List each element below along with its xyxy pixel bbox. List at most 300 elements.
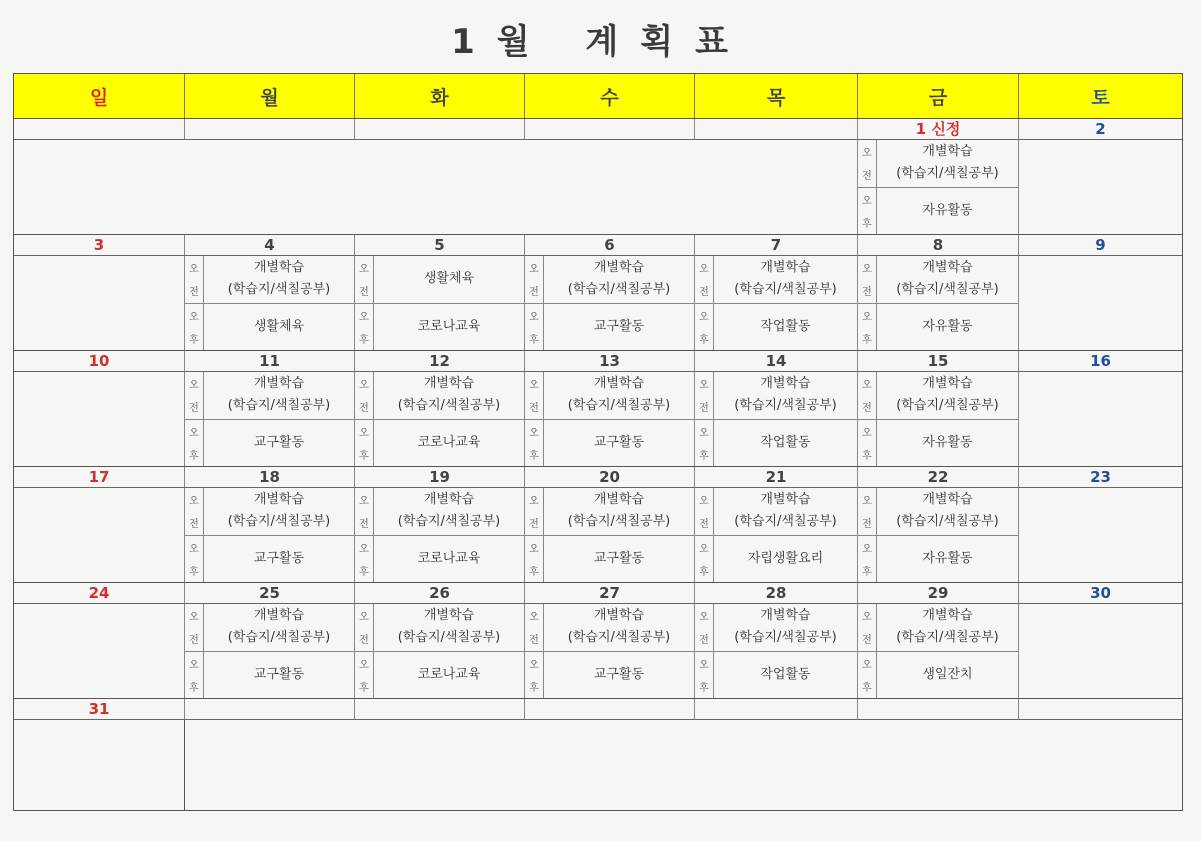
label-char: 후 <box>699 682 709 694</box>
afternoon-label <box>355 652 374 699</box>
date-number <box>355 119 525 139</box>
label-char: 오 <box>189 311 199 323</box>
morning-activity: 개별학습 <box>760 492 811 508</box>
week-row <box>14 699 1182 810</box>
date-number: 30 <box>1090 584 1111 602</box>
morning-activity: 개별학습 <box>922 492 973 508</box>
date-number: 17 <box>14 467 185 487</box>
afternoon-slot <box>355 304 524 351</box>
morning-activity: 개별학습 <box>760 260 811 276</box>
morning-slot <box>185 256 354 304</box>
date-number: 1 신정 <box>858 119 1019 139</box>
morning-slot <box>355 372 524 420</box>
morning-slot <box>695 256 857 304</box>
empty-cell <box>1019 140 1182 234</box>
morning-label <box>355 256 374 303</box>
afternoon-label <box>355 420 374 467</box>
label-char: 후 <box>862 450 872 462</box>
label-char: 전 <box>529 403 539 415</box>
morning-slot <box>185 488 354 536</box>
day-schedule <box>185 372 355 466</box>
afternoon-activity: 코로나교육 <box>417 318 481 334</box>
day-schedule <box>695 488 858 582</box>
label-char: 오 <box>189 612 199 624</box>
morning-activity-detail: (학습지/색칠공부) <box>227 282 331 298</box>
afternoon-activity: 생일잔치 <box>922 666 973 682</box>
date-number: 29 <box>858 583 1019 603</box>
morning-label <box>525 372 544 419</box>
date-number <box>695 699 858 719</box>
afternoon-slot <box>858 188 1018 235</box>
label-char: 오 <box>862 148 872 160</box>
afternoon-activity: 교구활동 <box>253 434 305 450</box>
morning-activity-detail: (학습지/색칠공부) <box>896 398 999 414</box>
date-number-row <box>14 235 1182 256</box>
day-schedule <box>858 604 1019 698</box>
morning-slot <box>858 604 1018 652</box>
label-char: 후 <box>529 566 539 578</box>
date-number: 24 <box>14 583 185 603</box>
label-char: 오 <box>529 380 539 392</box>
afternoon-label <box>695 652 714 699</box>
morning-slot <box>858 140 1018 188</box>
calendar-table <box>13 73 1183 811</box>
weekday-header: 수 <box>525 74 695 118</box>
morning-activity: 개별학습 <box>253 260 305 276</box>
afternoon-slot <box>695 304 857 351</box>
date-number: 2 <box>1095 120 1106 138</box>
morning-label <box>355 488 374 535</box>
morning-activity-detail: (학습지/색칠공부) <box>896 282 999 298</box>
label-char: 오 <box>359 264 369 276</box>
label-char: 오 <box>862 543 872 555</box>
label-char: 오 <box>862 496 872 508</box>
date-number: 5 <box>355 235 525 255</box>
morning-slot <box>185 372 354 420</box>
label-char: 전 <box>699 403 709 415</box>
day-schedule <box>525 256 695 350</box>
day-schedule <box>858 140 1019 234</box>
date-number <box>525 699 695 719</box>
date-number <box>185 699 355 719</box>
afternoon-activity: 교구활동 <box>253 666 305 682</box>
label-char: 후 <box>699 334 709 346</box>
afternoon-label <box>525 420 544 467</box>
weekday-header: 토 <box>1091 86 1110 109</box>
morning-activity-detail: (학습지/색칠공부) <box>567 282 671 298</box>
date-number: 21 <box>695 467 858 487</box>
morning-activity-detail: (학습지/색칠공부) <box>567 398 671 414</box>
label-char: 전 <box>529 287 539 299</box>
day-schedule <box>858 256 1019 350</box>
label-char: 전 <box>699 635 709 647</box>
weekday-header: 월 <box>185 74 355 118</box>
label-char: 전 <box>862 635 872 647</box>
weekday-header: 화 <box>355 74 525 118</box>
morning-slot <box>858 488 1018 536</box>
morning-label <box>858 372 877 419</box>
label-char: 후 <box>189 682 199 694</box>
date-number-row <box>14 583 1182 604</box>
morning-activity: 개별학습 <box>253 608 305 624</box>
weekday-header: 일 <box>14 74 185 118</box>
empty-cell <box>1019 604 1182 698</box>
label-char: 후 <box>189 334 199 346</box>
afternoon-label <box>185 420 204 467</box>
morning-label <box>185 256 204 303</box>
day-schedule <box>525 604 695 698</box>
day-schedule <box>355 488 525 582</box>
date-number: 27 <box>525 583 695 603</box>
date-number-row <box>14 467 1182 488</box>
day-schedule <box>695 604 858 698</box>
label-char: 오 <box>529 543 539 555</box>
afternoon-slot <box>695 652 857 699</box>
afternoon-activity: 코로나교육 <box>417 666 481 682</box>
label-char: 전 <box>529 635 539 647</box>
afternoon-label <box>185 652 204 699</box>
morning-activity: 개별학습 <box>760 608 811 624</box>
afternoon-activity: 작업활동 <box>760 318 811 334</box>
afternoon-activity: 자립생활요리 <box>747 550 824 566</box>
label-char: 오 <box>862 659 872 671</box>
label-char: 오 <box>862 311 872 323</box>
label-char: 후 <box>862 682 872 694</box>
label-char: 전 <box>359 519 369 531</box>
afternoon-label <box>858 188 877 235</box>
label-char: 오 <box>529 427 539 439</box>
afternoon-activity: 교구활동 <box>593 318 645 334</box>
date-number: 31 <box>14 699 185 719</box>
date-number: 20 <box>525 467 695 487</box>
label-char: 전 <box>862 171 872 183</box>
afternoon-activity: 교구활동 <box>593 434 645 450</box>
morning-label <box>185 488 204 535</box>
afternoon-label <box>525 652 544 699</box>
morning-label <box>695 372 714 419</box>
label-char: 후 <box>359 682 369 694</box>
afternoon-label <box>858 420 877 467</box>
empty-cell <box>14 372 185 466</box>
morning-activity-detail: (학습지/색칠공부) <box>227 398 331 414</box>
morning-activity-detail: (학습지/색칠공부) <box>896 514 999 530</box>
label-char: 오 <box>699 543 709 555</box>
morning-slot <box>695 604 857 652</box>
afternoon-activity: 작업활동 <box>760 666 811 682</box>
label-char: 오 <box>359 427 369 439</box>
week-row <box>14 351 1182 467</box>
label-char: 오 <box>862 380 872 392</box>
label-char: 오 <box>699 311 709 323</box>
afternoon-label <box>355 536 374 583</box>
label-char: 후 <box>359 566 369 578</box>
date-number <box>1019 699 1182 719</box>
morning-slot <box>525 256 694 304</box>
label-char: 오 <box>529 659 539 671</box>
date-number <box>355 699 525 719</box>
page-title: 1월 계획표 <box>451 22 750 62</box>
morning-label <box>525 256 544 303</box>
date-number: 19 <box>355 467 525 487</box>
morning-activity: 개별학습 <box>423 608 475 624</box>
date-number: 8 <box>858 235 1019 255</box>
label-char: 후 <box>862 218 872 230</box>
label-char: 오 <box>862 427 872 439</box>
afternoon-slot <box>355 420 524 467</box>
empty-cell <box>1019 256 1182 350</box>
label-char: 오 <box>189 659 199 671</box>
empty-cell <box>185 720 1182 810</box>
morning-activity-detail: (학습지/색칠공부) <box>734 514 837 530</box>
date-number-row <box>14 699 1182 720</box>
label-char: 오 <box>699 496 709 508</box>
morning-label <box>185 372 204 419</box>
empty-cell <box>14 604 185 698</box>
morning-activity: 개별학습 <box>593 376 645 392</box>
label-char: 오 <box>699 659 709 671</box>
afternoon-label <box>858 304 877 351</box>
morning-label <box>695 604 714 651</box>
label-char: 오 <box>359 496 369 508</box>
afternoon-activity: 자유활동 <box>922 434 973 450</box>
morning-activity: 개별학습 <box>253 492 305 508</box>
morning-activity: 개별학습 <box>423 492 475 508</box>
afternoon-label <box>185 304 204 351</box>
date-number <box>695 119 858 139</box>
morning-activity: 개별학습 <box>760 376 811 392</box>
afternoon-slot <box>525 420 694 467</box>
afternoon-label <box>695 420 714 467</box>
afternoon-slot <box>858 420 1018 467</box>
morning-activity-detail: (학습지/색칠공부) <box>567 630 671 646</box>
date-number-row <box>14 351 1182 372</box>
label-char: 오 <box>529 311 539 323</box>
morning-label <box>858 256 877 303</box>
morning-activity-detail: (학습지/색칠공부) <box>896 630 999 646</box>
label-char: 오 <box>359 311 369 323</box>
label-char: 오 <box>699 264 709 276</box>
morning-slot <box>525 372 694 420</box>
label-char: 전 <box>862 519 872 531</box>
label-char: 전 <box>189 287 199 299</box>
afternoon-activity: 자유활동 <box>922 202 973 218</box>
empty-cell <box>1019 372 1182 466</box>
label-char: 오 <box>862 612 872 624</box>
day-schedule <box>355 604 525 698</box>
day-schedule <box>695 372 858 466</box>
date-number <box>14 119 185 139</box>
empty-cell <box>14 488 185 582</box>
weekday-header: 목 <box>695 74 858 118</box>
label-char: 오 <box>359 543 369 555</box>
date-number <box>525 119 695 139</box>
label-char: 전 <box>359 287 369 299</box>
morning-slot <box>355 604 524 652</box>
morning-activity: 개별학습 <box>922 260 973 276</box>
afternoon-label <box>525 304 544 351</box>
date-number: 22 <box>858 467 1019 487</box>
morning-activity: 개별학습 <box>593 260 645 276</box>
weekday-header: 금 <box>858 74 1019 118</box>
label-char: 후 <box>699 566 709 578</box>
afternoon-activity: 코로나교육 <box>417 434 481 450</box>
afternoon-label <box>695 304 714 351</box>
morning-activity-detail: (학습지/색칠공부) <box>397 514 501 530</box>
label-char: 오 <box>529 496 539 508</box>
afternoon-slot <box>525 304 694 351</box>
morning-activity: 개별학습 <box>593 492 645 508</box>
label-char: 오 <box>699 380 709 392</box>
morning-activity-detail: (학습지/색칠공부) <box>734 398 837 414</box>
date-number: 9 <box>1095 236 1106 254</box>
schedule-row <box>14 372 1182 466</box>
schedule-row <box>14 604 1182 698</box>
date-number <box>185 119 355 139</box>
morning-activity: 개별학습 <box>253 376 305 392</box>
morning-activity: 개별학습 <box>922 608 973 624</box>
date-number: 6 <box>525 235 695 255</box>
morning-slot <box>525 488 694 536</box>
date-number: 28 <box>695 583 858 603</box>
afternoon-slot <box>185 304 354 351</box>
label-char: 오 <box>862 195 872 207</box>
empty-cell <box>14 720 185 810</box>
morning-slot <box>525 604 694 652</box>
afternoon-slot <box>185 536 354 583</box>
label-char: 오 <box>189 380 199 392</box>
date-number: 7 <box>695 235 858 255</box>
week-row <box>14 119 1182 235</box>
afternoon-activity: 교구활동 <box>593 550 645 566</box>
date-number: 11 <box>185 351 355 371</box>
morning-activity: 개별학습 <box>423 376 475 392</box>
morning-slot <box>858 256 1018 304</box>
label-char: 오 <box>189 264 199 276</box>
empty-cell <box>14 140 858 234</box>
label-char: 후 <box>189 450 199 462</box>
morning-activity-detail: (학습지/색칠공부) <box>896 166 999 182</box>
date-number: 18 <box>185 467 355 487</box>
label-char: 후 <box>862 566 872 578</box>
morning-label <box>525 488 544 535</box>
morning-activity-detail: (학습지/색칠공부) <box>227 514 331 530</box>
morning-slot <box>355 256 524 304</box>
afternoon-activity: 코로나교육 <box>417 550 481 566</box>
week-row <box>14 235 1182 351</box>
week-row <box>14 583 1182 699</box>
afternoon-label <box>185 536 204 583</box>
schedule-row <box>14 256 1182 350</box>
morning-activity: 생활체육 <box>423 271 475 287</box>
afternoon-label <box>858 536 877 583</box>
morning-activity-detail: (학습지/색칠공부) <box>734 630 837 646</box>
date-number: 4 <box>185 235 355 255</box>
morning-activity-detail: (학습지/색칠공부) <box>397 630 501 646</box>
date-number: 25 <box>185 583 355 603</box>
weekday-header-row <box>14 74 1182 119</box>
day-schedule <box>355 372 525 466</box>
label-char: 오 <box>359 380 369 392</box>
label-char: 후 <box>699 450 709 462</box>
label-char: 오 <box>189 427 199 439</box>
date-number <box>858 699 1019 719</box>
afternoon-slot <box>858 536 1018 583</box>
day-schedule <box>185 488 355 582</box>
afternoon-slot <box>525 652 694 699</box>
day-schedule <box>185 256 355 350</box>
date-number: 3 <box>14 235 185 255</box>
date-number: 14 <box>695 351 858 371</box>
date-number: 10 <box>14 351 185 371</box>
label-char: 오 <box>862 264 872 276</box>
label-char: 후 <box>359 334 369 346</box>
morning-label <box>355 372 374 419</box>
week-row <box>14 467 1182 583</box>
afternoon-activity: 생활체육 <box>253 318 305 334</box>
morning-activity: 개별학습 <box>922 376 973 392</box>
morning-label <box>185 604 204 651</box>
afternoon-slot <box>185 420 354 467</box>
label-char: 후 <box>189 566 199 578</box>
label-char: 전 <box>189 519 199 531</box>
afternoon-activity: 교구활동 <box>253 550 305 566</box>
morning-label <box>695 488 714 535</box>
label-char: 오 <box>359 659 369 671</box>
day-schedule <box>185 604 355 698</box>
morning-slot <box>185 604 354 652</box>
label-char: 전 <box>529 519 539 531</box>
morning-slot <box>858 372 1018 420</box>
schedule-row <box>14 488 1182 582</box>
afternoon-slot <box>858 304 1018 351</box>
morning-label <box>355 604 374 651</box>
afternoon-label <box>858 652 877 699</box>
afternoon-activity: 교구활동 <box>593 666 645 682</box>
label-char: 후 <box>529 334 539 346</box>
label-char: 오 <box>529 264 539 276</box>
morning-activity-detail: (학습지/색칠공부) <box>227 630 331 646</box>
afternoon-slot <box>695 420 857 467</box>
label-char: 오 <box>529 612 539 624</box>
morning-activity: 개별학습 <box>922 144 973 160</box>
day-schedule <box>525 488 695 582</box>
afternoon-slot <box>355 536 524 583</box>
label-char: 전 <box>862 403 872 415</box>
morning-slot <box>695 488 857 536</box>
afternoon-slot <box>185 652 354 699</box>
afternoon-slot <box>858 652 1018 699</box>
day-schedule <box>355 256 525 350</box>
label-char: 오 <box>189 496 199 508</box>
morning-label <box>858 140 877 187</box>
label-char: 후 <box>529 682 539 694</box>
label-char: 오 <box>359 612 369 624</box>
date-number-row <box>14 119 1182 140</box>
morning-activity-detail: (학습지/색칠공부) <box>567 514 671 530</box>
label-char: 오 <box>189 543 199 555</box>
morning-activity-detail: (학습지/색칠공부) <box>734 282 837 298</box>
label-char: 전 <box>699 519 709 531</box>
empty-cell <box>14 256 185 350</box>
label-char: 오 <box>699 612 709 624</box>
date-number: 12 <box>355 351 525 371</box>
morning-slot <box>695 372 857 420</box>
date-number: 23 <box>1090 468 1111 486</box>
date-number: 26 <box>355 583 525 603</box>
morning-slot <box>355 488 524 536</box>
label-char: 전 <box>699 287 709 299</box>
date-number: 15 <box>858 351 1019 371</box>
